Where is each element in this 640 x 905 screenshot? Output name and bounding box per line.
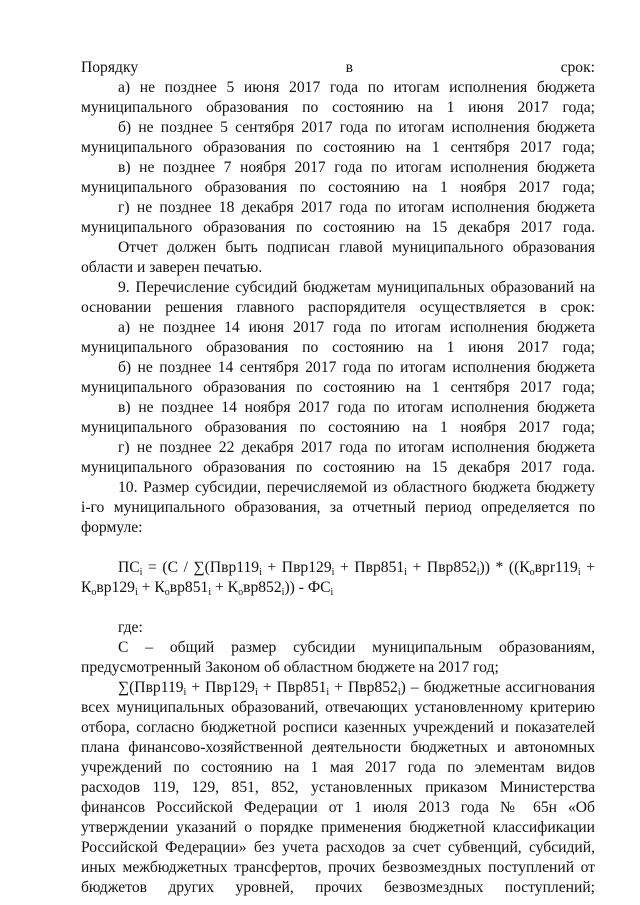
- text-line: а) не позднее 14 июня 2017 года по итогам исполнения бюджета: [118, 319, 595, 336]
- definition-line: учреждений по состоянию на 1 мая 2017 года по элементам видов: [81, 759, 595, 776]
- text-line: муниципального образования по состоянию на 15 декабря 2017 года.: [81, 459, 595, 476]
- text-line: б) не позднее 5 сентября 2017 года по итогам исполнения бюджета: [118, 119, 595, 136]
- formula-line: $К_овр129_i + К_овр851_i + К_овр852_i)) - ФС_i$: [81, 579, 334, 598]
- definition-line: иных межбюджетных трансфертов, прочих безвозмездных поступлений от: [81, 859, 595, 876]
- definition-line: С – общий размер субсидии муниципальным образованиям,: [118, 639, 595, 656]
- text-line: муниципального образования по состоянию на 1 июня 2017 года;: [81, 339, 595, 356]
- definition-line: финансов Российской Федерации от 1 июля 2013 года № 65н «Об: [81, 799, 595, 816]
- definition-line: плана финансово-хозяйственной деятельности бюджетных и автономных: [81, 739, 595, 756]
- definition-line: $\sum(Пвр119_i + Пвр129_i + Пвр851_i + Пвр852_i)$ – бюджетные ассигнования: [118, 679, 595, 698]
- text-line: Отчет должен быть подписан главой муниципального образования: [118, 239, 595, 256]
- definition-line: расходов 119, 129, 851, 852, установленных приказом Министерства: [81, 779, 595, 796]
- definition-line: отбора, согласно бюджетной росписи казенных учреждений и показателей: [81, 719, 595, 736]
- definition-line: Российской Федерации» без учета расходов за счет субвенций, субсидий,: [81, 839, 595, 856]
- where-label: где:: [118, 619, 143, 636]
- text-line: Порядку в срок:: [81, 59, 595, 76]
- text-line: 10. Размер субсидии, перечисляемой из областного бюджета бюджету: [118, 479, 595, 496]
- text-line: муниципального образования по состоянию на 1 июня 2017 года;: [81, 99, 595, 116]
- text-line: г) не позднее 22 декабря 2017 года по итогам исполнения бюджета: [118, 439, 595, 456]
- text-line: в) не позднее 14 ноября 2017 года по итогам исполнения бюджета: [118, 399, 595, 416]
- definition-line: всех муниципальных образований, отвечающих установленному критерию: [81, 699, 595, 716]
- text-line: г) не позднее 18 декабря 2017 года по итогам исполнения бюджета: [118, 199, 595, 216]
- text-line: муниципального образования по состоянию на 15 декабря 2017 года.: [81, 219, 595, 236]
- text-line: основании решения главного распорядителя осуществляется в срок:: [81, 299, 595, 316]
- text-line: муниципального образования по состоянию на 1 сентября 2017 года;: [81, 139, 595, 156]
- text-line: муниципального образования по состоянию на 1 ноября 2017 года;: [81, 419, 595, 436]
- text-line: б) не позднее 14 сентября 2017 года по итогам исполнения бюджета: [118, 359, 595, 376]
- definition-line: бюджетов других уровней, прочих безвозмездных поступлений;: [81, 879, 595, 896]
- text-line: муниципального образования по состоянию на 1 ноября 2017 года;: [81, 179, 595, 196]
- text-line: формуле:: [81, 519, 143, 536]
- text-line: 9. Перечисление субсидий бюджетам муниципальных образований на: [118, 279, 595, 296]
- text-line: области и заверен печатью.: [81, 259, 263, 276]
- text-line: i-го муниципального образования, за отчетный период определяется по: [81, 499, 595, 516]
- text-line: а) не позднее 5 июня 2017 года по итогам исполнения бюджета: [118, 79, 595, 96]
- definition-line: утверждении указаний о порядке применения бюджетной классификации: [81, 819, 595, 836]
- text-line: в) не позднее 7 ноября 2017 года по итогам исполнения бюджета: [118, 159, 595, 176]
- formula-line: $ПС_i = (С / \sum(Пвр119_i + Пвр129_i + Пвр851_i + Пвр852_i)) * ((К_оврr119_i$ +: [118, 559, 596, 578]
- definition-line: предусмотренный Законом об областном бюджете на 2017 год;: [81, 659, 499, 676]
- text-line: муниципального образования по состоянию на 1 сентября 2017 года;: [81, 379, 595, 396]
